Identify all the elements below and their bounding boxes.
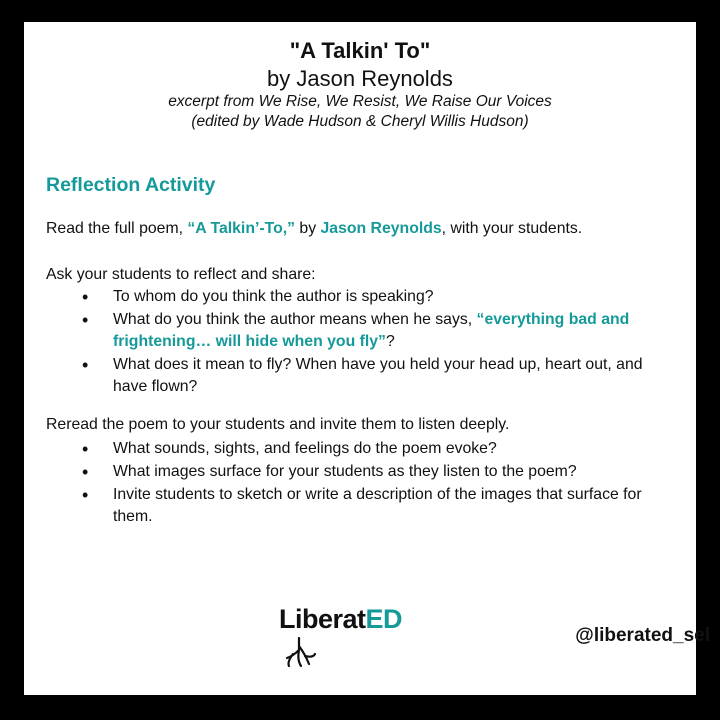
reflect-lead: Ask your students to reflect and share: bbox=[46, 266, 316, 283]
question-1: To whom do you think the author is speaking? bbox=[113, 288, 434, 305]
intro-post: , with your students. bbox=[441, 220, 583, 237]
intro-pre: Read the full poem, bbox=[46, 220, 188, 237]
section-heading: Reflection Activity bbox=[46, 174, 216, 196]
social-handle: @liberated_sel bbox=[575, 625, 710, 646]
excerpt-note: excerpt from We Rise, We Resist, We Raise Our Voices bbox=[168, 93, 552, 110]
bullet-icon: • bbox=[82, 355, 89, 375]
bullet-icon: • bbox=[82, 310, 89, 330]
question-3: What does it mean to fly? When have you held your head up, heart out, and have flown? bbox=[113, 356, 643, 395]
byline: by Jason Reynolds bbox=[267, 66, 453, 91]
intro-paragraph bbox=[46, 218, 582, 240]
reread-item-1: What sounds, sights, and feelings do the poem evoke? bbox=[113, 440, 497, 457]
reflect-questions bbox=[46, 286, 673, 399]
list-item bbox=[46, 461, 673, 483]
logo-part-teal: ED bbox=[365, 604, 403, 634]
header bbox=[24, 37, 696, 132]
author-name: Jason Reynolds bbox=[320, 220, 442, 237]
question-2-pre: What do you think the author means when he says, bbox=[113, 311, 477, 328]
logo-part-dark: Liberat bbox=[279, 604, 366, 634]
bullet-icon: • bbox=[82, 287, 89, 307]
roots-icon bbox=[279, 600, 409, 668]
reread-item-2: What images surface for your students as they listen to the poem? bbox=[113, 463, 577, 480]
content-card bbox=[24, 22, 696, 695]
reread-items bbox=[46, 438, 673, 529]
bullet-icon: • bbox=[82, 485, 89, 505]
edited-note: (edited by Wade Hudson & Cheryl Willis Hudson) bbox=[191, 113, 529, 130]
poem-title: "A Talkin' To" bbox=[289, 38, 431, 63]
bullet-icon: • bbox=[82, 462, 89, 482]
reread-lead: Reread the poem to your students and invite them to listen deeply. bbox=[46, 416, 510, 433]
list-item bbox=[46, 484, 673, 528]
bullet-icon: • bbox=[82, 439, 89, 459]
question-2-post: ? bbox=[385, 333, 395, 350]
list-item bbox=[46, 286, 673, 308]
reread-item-3: Invite students to sketch or write a description of the images that surface for them. bbox=[113, 486, 642, 525]
list-item bbox=[46, 309, 673, 353]
question-2-quote: “everything bad and frightening… will hide when you fly” bbox=[113, 311, 630, 350]
list-item bbox=[46, 438, 673, 460]
liberated-logo bbox=[279, 600, 409, 668]
intro-mid: by bbox=[295, 220, 321, 237]
poem-name: “A Talkin’-To,” bbox=[187, 220, 296, 237]
list-item bbox=[46, 354, 673, 398]
